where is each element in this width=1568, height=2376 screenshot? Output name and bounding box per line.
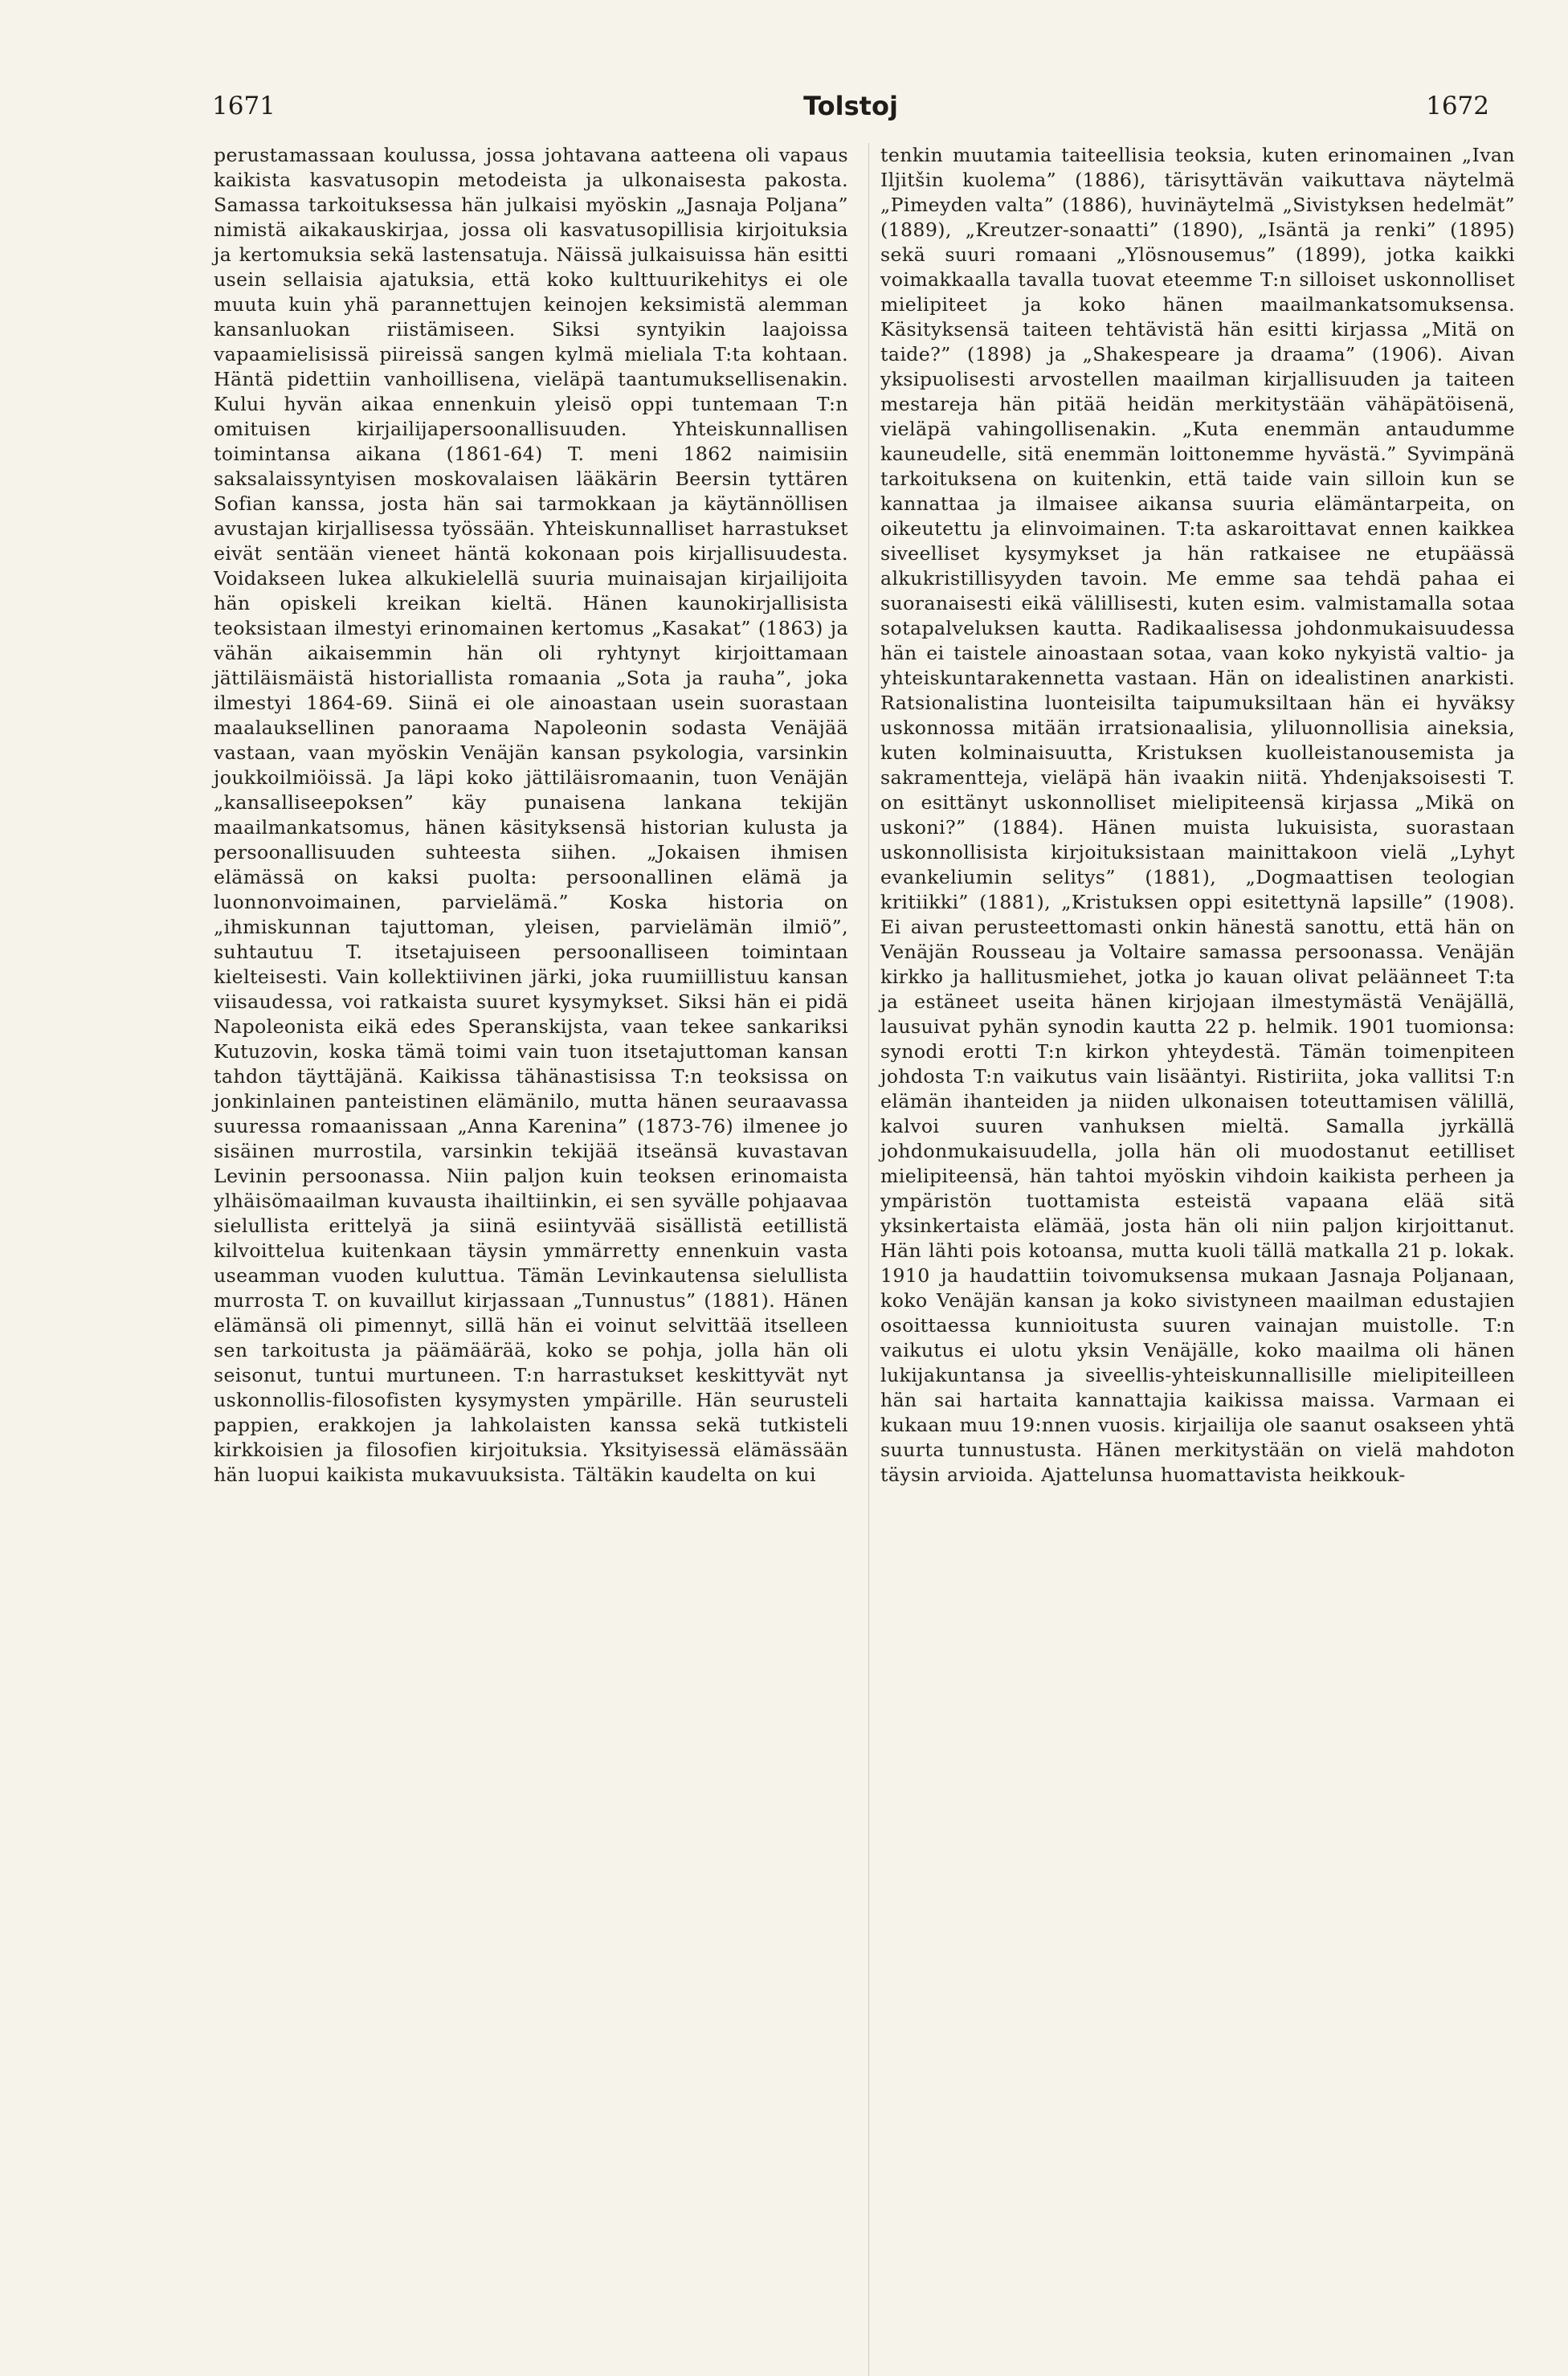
left-page-number: 1671: [212, 92, 276, 120]
right-column: [880, 143, 1515, 1488]
page-header: [212, 90, 1489, 129]
left-column: [214, 143, 848, 1488]
left-column-text: perustamassaan koulussa, jossa johtavana aatteena oli vapaus kaikista kasvatusopin metodeista ja ulkonaisesta pakosta. Samassa tarkoituksessa hän julkaisi myöskin „Jasnaja Poljana” nimistä aikakauskirjaa, jossa oli kasvatusopillisia kirjoituksia ja kertomuksia sekä lastensatuja. Näissä julkaisuissa hän esitti usein sellaisia ajatuksia, että koko kulttuurikehitys ei ole muuta kuin yhä parannettujen keinojen keksimistä alemman kansanluokan riistämiseen. Siksi syntyikin laajoissa vapaamielisissä piireissä sangen kylmä mieliala T:ta kohtaan. Häntä pidettiin vanhoillisena, vieläpä taantumuksellisenakin. Kului hyvän aikaa ennenkuin yleisö oppi tuntemaan T:n omituisen kirjailijapersoonallisuuden. Yhteiskunnallisen toimintansa aikana (1861-64) T. meni 1862 naimisiin saksalaissyntyisen moskovalaisen lääkärin Beersin tyttären Sofian kanssa, josta hän sai tarmokkaan ja käytännöllisen avustajan kirjallisessa työssään. Yhteiskunnalliset harrastukset eivät sentään vieneet häntä kokonaan pois kirjallisuudesta. Voidakseen lukea alkukielellä suuria muinaisajan kirjailijoita hän opiskeli kreikan kieltä. Hänen kaunokirjallisista teoksistaan ilmestyi erinomainen kertomus „Kasakat” (1863) ja vähän aikaisemmin hän oli ryhtynyt kirjoittamaan jättiläismäistä historiallista romaania „Sota ja rauha”, joka ilmestyi 1864-69. Siinä ei ole ainoastaan usein suorastaan maalauksellinen panoraama Napoleonin sodasta Venäjää vastaan, vaan myöskin Venäjän kansan psykologia, varsinkin joukkoilmiöissä. Ja läpi koko jättiläisromaanin, tuon Venäjän „kansalliseepoksen” käy punaisena lankana tekijän maailmankatsomus, hänen käsityksensä historian kulusta ja persoonallisuuden suhteesta siihen. „Jokaisen ihmisen elämässä on kaksi puolta: persoonallinen elämä ja luonnonvoimainen, parvielämä.” Koska historia on „ihmiskunnan tajuttoman, yleisen, parvielämän ilmiö”, suhtautuu T. itsetajuiseen persoonalliseen toimintaan kielteisesti. Vain kollektiivinen järki, joka ruumiillistuu kansan viisaudessa, voi ratkaista suuret kysymykset. Siksi hän ei pidä Napoleonista eikä edes Speranskijsta, vaan tekee sankariksi Kutuzovin, koska tämä toimi vain tuon itsetajuttoman kansan tahdon täyttäjänä. Kaikissa tähänastisissa T:n teoksissa on jonkinlainen panteistinen elämänilo, mutta hänen seuraavassa suuressa romaanissaan „Anna Karenina” (1873-76) ilmenee jo sisäinen murrostila, varsinkin tekijää itseänsä kuvastavan Levinin persoonassa. Niin paljon kuin teoksen erinomaista ylhäisömaailman kuvausta ihailtiinkin, ei sen syvälle pohjaavaa sielullista erittelyä ja siinä esiintyvää sisällistä eetillistä kilvoittelua kuitenkaan täysin ymmärretty ennenkuin vasta useamman vuoden kuluttua. Tämän Levinkautensa sielullista murrosta T. on kuvaillut kirjassaan „Tunnustus” (1881). Hänen elämänsä oli pimennyt, sillä hän ei voinut selvittää itselleen sen tarkoitusta ja päämäärää, koko se pohja, jolla hän oli seisonut, tuntui murtuneen. T:n harrastukset keskittyvät nyt uskonnollis-filosofisten kysymysten ympärille. Hän seurusteli pappien, erakkojen ja lahkolaisten kanssa sekä tutkisteli kirkkoisien ja filosofien kirjoituksia. Yksityisessä elämässään hän luopui kaikista mukavuuksista. Tältäkin kaudelta on kui: [214, 144, 848, 1486]
right-page-number: 1672: [1426, 92, 1489, 120]
right-column-text: tenkin muutamia taiteellisia teoksia, kuten erinomainen „Ivan Iljitšin kuolema” (1886), tärisyttävän vaikuttava näytelmä „Pimeyden valta” (1886), huvinäytelmä „Sivistyksen hedelmät” (1889), „Kreutzer-sonaatti” (1890), „Isäntä ja renki” (1895) sekä suuri romaani „Ylösnousemus” (1899), jotka kaikki voimakkaalla tavalla tuovat eteemme T:n silloiset uskonnolliset mielipiteet ja koko hänen maailmankatsomuksensa. Käsityksensä taiteen tehtävistä hän esitti kirjassa „Mitä on taide?” (1898) ja „Shakespeare ja draama” (1906). Aivan yksipuolisesti arvostellen maailman kirjallisuuden ja taiteen mestareja hän pitää heidän merkitystään vähäpätöisenä, vieläpä vahingollisenakin. „Kuta enemmän antaudumme kauneudelle, sitä enemmän loittonemme hyvästä.” Syvimpänä tarkoituksena on kuitenkin, että taide vain silloin kun se kannattaa ja ilmaisee aikansa suuria elämäntarpeita, on oikeutettu ja elinvoimainen. T:ta askaroittavat ennen kaikkea siveelliset kysymykset ja hän ratkaisee ne etupäässä alkukristillisyyden tavoin. Me emme saa tehdä pahaa ei suoranaisesti eikä välillisesti, kuten esim. valmistamalla sotaa sotapalveluksen kautta. Radikaalisessa johdonmukaisuudessa hän ei taistele ainoastaan sotaa, vaan koko nykyistä valtio- ja yhteiskuntarakennetta vastaan. Hän on idealistinen anarkisti. Ratsionalistina luonteisilta taipumuksiltaan hän ei hyväksy uskonnossa mitään irratsionaalisia, yliluonnollisia aineksia, kuten kolminaisuutta, Kristuksen kuolleistanousemista ja sakramentteja, vieläpä hän ivaakin niitä. Yhdenjaksoisesti T. on esittänyt uskonnolliset mielipiteensä kirjassa „Mikä on uskoni?” (1884). Hänen muista lukuisista, suorastaan uskonnollisista kirjoituksistaan mainittakoon vielä „Lyhyt evankeliumin selitys” (1881), „Dogmaattisen teologian kritiikki” (1881), „Kristuksen oppi esitettynä lapsille” (1908). Ei aivan perusteettomasti onkin hänestä sanottu, että hän on Venäjän Rousseau ja Voltaire samassa persoonassa. Venäjän kirkko ja hallitusmiehet, jotka jo kauan olivat peläänneet T:ta ja estäneet useita hänen kirjojaan ilmestymästä Venäjällä, lausuivat pyhän synodin kautta 22 p. helmik. 1901 tuomionsa: synodi erotti T:n kirkon yhteydestä. Tämän toimenpiteen johdosta T:n vaikutus vain lisääntyi. Ristiriita, joka vallitsi T:n elämän ihanteiden ja niiden ulkonaisen toteuttamisen välillä, kalvoi suuren vanhuksen mieltä. Samalla jyrkällä johdonmukaisuudella, jolla hän oli muodostanut eetilliset mielipiteensä, hän tahtoi myöskin vihdoin kaikista perheen ja ympäristön tuottamista esteistä vapaana elää sitä yksinkertaista elämää, josta hän oli niin paljon kirjoittanut. Hän lähti pois kotoansa, mutta kuoli tällä matkalla 21 p. lokak. 1910 ja haudattiin toivomuksensa mukaan Jasnaja Poljanaan, koko Venäjän kansan ja koko sivistyneen maailman edustajien osoittaessa kunnioitusta suuren vainajan muistolle. T:n vaikutus ei ulotu yksin Venäjälle, koko maailma oli hänen lukijakuntansa ja siveellis-yhteiskunnallisille mielipiteilleen hän sai hartaita kannattajia kaikissa maissa. Varmaan ei kukaan muu 19:nnen vuosis. kirjailija ole saanut osakseen yhtä suurta tunnustusta. Hänen merkitystään on vielä mahdoton täysin arvioida. Ajattelunsa huomattavista heikkouk-: [880, 144, 1515, 1486]
running-title: Tolstoj: [803, 91, 898, 121]
column-divider: [868, 143, 869, 2376]
